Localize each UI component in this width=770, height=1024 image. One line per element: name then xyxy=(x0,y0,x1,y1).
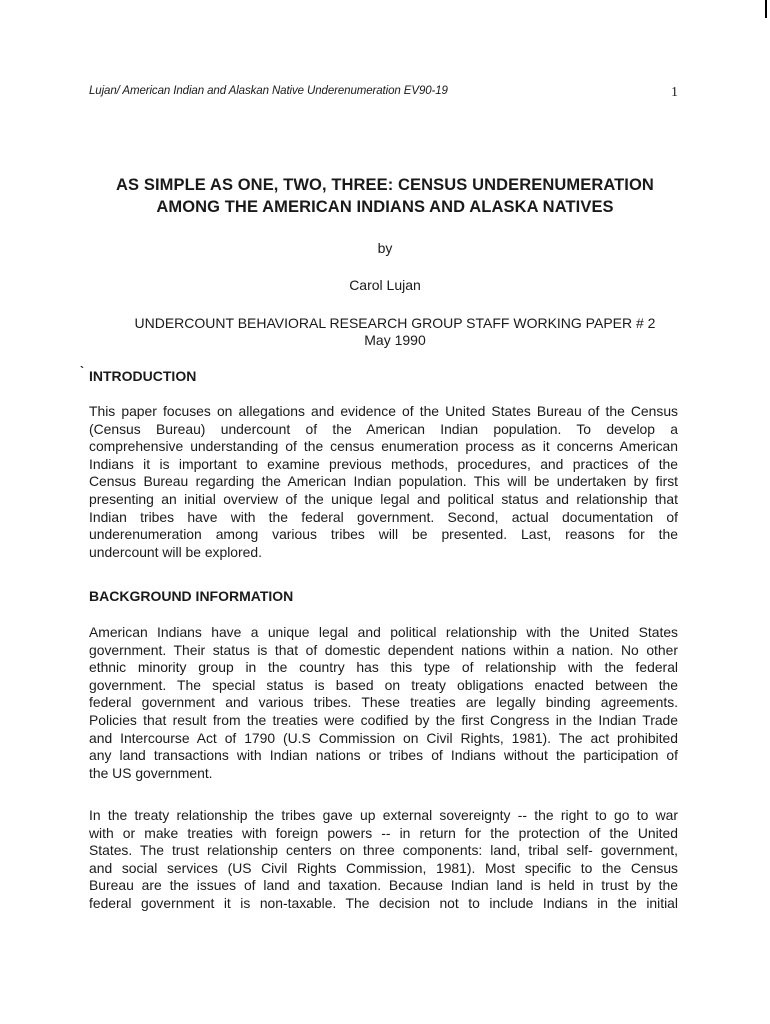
text-line: government. Their status is that of domestic dependent nations within a nation. No other xyxy=(89,641,678,658)
text-line: with or make treaties with foreign powers -- in return for the protection of the United xyxy=(89,824,678,841)
publication-date: May 1990 xyxy=(364,332,426,348)
heading-background-information: BACKGROUND INFORMATION xyxy=(89,588,294,604)
text-line: presenting an initial overview of the unique legal and political status and relationship that xyxy=(89,490,678,507)
text-line: any land transactions with Indian nations or tribes of Indians without the participation of xyxy=(89,747,678,764)
working-paper-series: UNDERCOUNT BEHAVIORAL RESEARCH GROUP STAFF WORKING PAPER # 2 xyxy=(134,315,656,331)
text-line: Indians it is important to examine previous methods, procedures, and practices of the xyxy=(89,455,678,472)
text-line: Policies that result from the treaties were codified by the first Congress in the Indian Trade xyxy=(89,711,678,728)
text-line: federal government and various tribes. These treaties are legally binding agreements. xyxy=(89,694,678,711)
text-line: undercount will be explored. xyxy=(89,543,262,560)
text-line: This paper focuses on allegations and evidence of the United States Bureau of the Census xyxy=(89,403,678,419)
text-line: and Intercourse Act of 1790 (U.S Commission on Civil Rights, 1981). The act prohibited xyxy=(89,729,678,746)
running-header: Lujan/ American Indian and Alaskan Native Underenumeration EV90-19 xyxy=(89,85,448,97)
text-line: government. The special status is based on treaty obligations enacted between the xyxy=(89,676,678,693)
heading-introduction: INTRODUCTION xyxy=(89,368,197,384)
text-line: and social services (US Civil Rights Commission, 1981). Most specific to the Census xyxy=(89,859,678,876)
introduction-paragraph xyxy=(89,403,678,561)
byline-by: by xyxy=(377,240,393,256)
text-line: comprehensive understanding of the census enumeration process as it concerns American xyxy=(89,438,678,455)
text-line: (Census Bureau) undercount of the American Indian population. To develop a xyxy=(89,420,678,437)
text-line: States. The trust relationship centers on three components: land, tribal self- government, xyxy=(89,842,678,859)
text-line: ethnic minority group in the country has this type of relationship with the federal xyxy=(89,659,678,676)
text-line: underenumeration among various tribes will be presented. Last, reasons for the xyxy=(89,526,678,543)
text-line: Census Bureau regarding the American Indian population. This will be undertaken by first xyxy=(89,473,678,490)
text-line: In the treaty relationship the tribes gave up external sovereignty -- the right to go to war xyxy=(89,807,678,823)
scan-edge-mark xyxy=(765,0,767,18)
text-line: federal government it is non-taxable. The decision not to include Indians in the initial xyxy=(89,894,678,911)
page-number: 1 xyxy=(671,85,678,100)
stray-tick-mark: ` xyxy=(80,364,84,378)
background-paragraph-2 xyxy=(89,807,678,913)
text-line: Indian tribes have with the federal government. Second, actual documentation of xyxy=(89,508,678,525)
background-paragraph-1 xyxy=(89,624,678,782)
title-line-2: AMONG THE AMERICAN INDIANS AND ALASKA NATIVES xyxy=(156,198,614,216)
text-line: Bureau are the issues of land and taxation. Because Indian land is held in trust by the xyxy=(89,877,678,894)
text-line: American Indians have a unique legal and political relationship with the United States xyxy=(89,624,678,640)
title-line-1: AS SIMPLE AS ONE, TWO, THREE: CENSUS UNDERENUMERATION xyxy=(116,176,654,194)
author-name: Carol Lujan xyxy=(349,277,421,293)
text-line: the US government. xyxy=(89,764,213,781)
